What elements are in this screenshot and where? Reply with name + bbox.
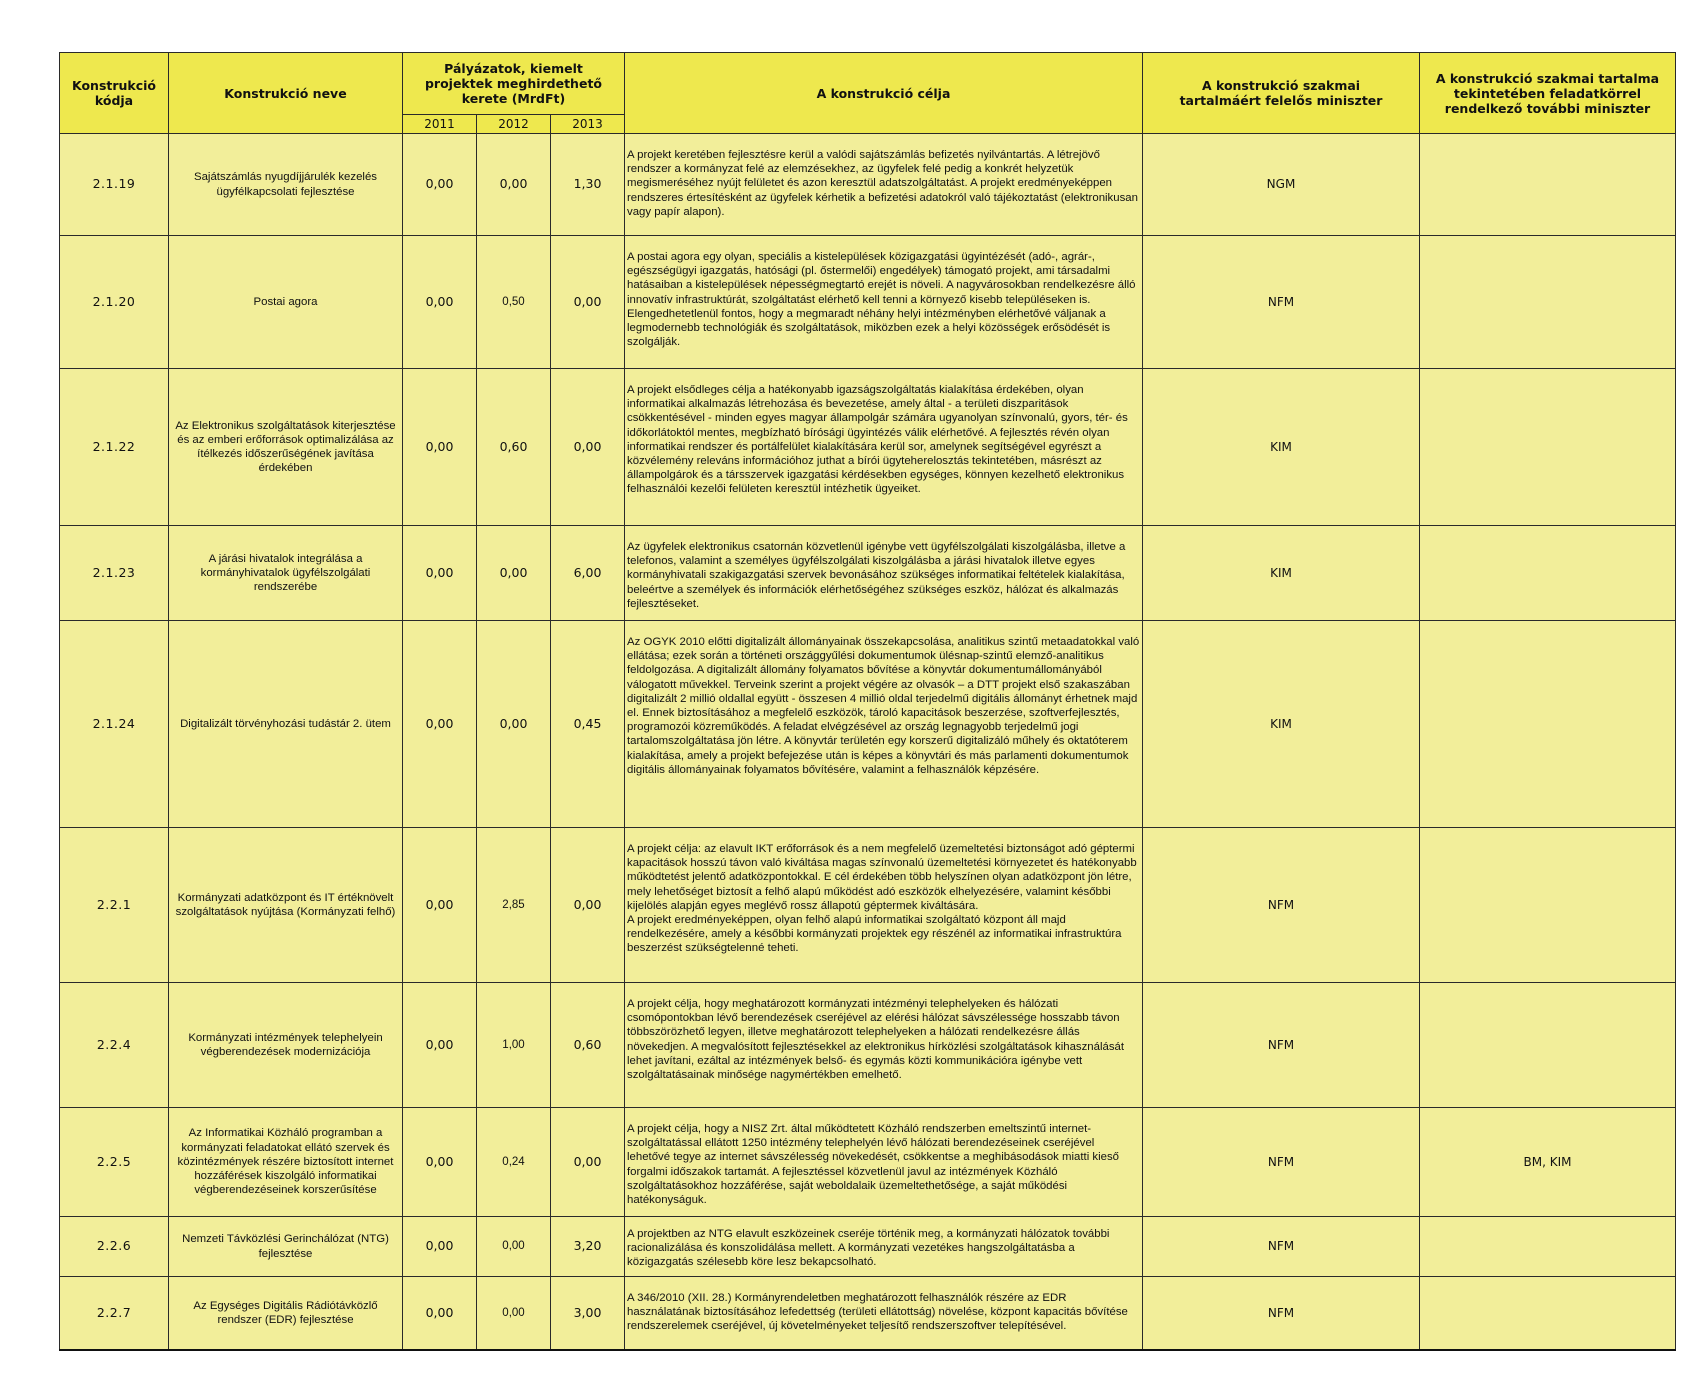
row-other-minister [1420,621,1676,828]
row-goal-text: A projekt célja: az elavult IKT erőforrások és a nem megfelelő üzemeltetési biztonságot adó géptermi kapacitások hosszú távon való kiváltása magas színvonalú üzemeltetési környezetet és hatékonyabb működtetést jelentő adatközpontokkal. E cél érdekében több helyszínen olyan adatközpont jön létre, mely lehetőséget biztosít a felhő alapú működést adó eszközök elhelyezésére, valamint későbbi kijelölés alapján egyes meglévő rossz állapotú géptermek kiváltására. A projekt eredményeképpen, olyan felhő alapú informatikai szolgáltató központ áll majd rendelkezésére, amely a későbbi kormányzati projektek egy részénél az informatikai infrastruktúra beszerzést szükségtelenné teheti. [627,843,1137,955]
row-code: 2.1.19 [60,134,169,236]
header-goal: A konstrukció célja [625,53,1143,134]
row-value-2012: 0,24 [477,1108,551,1217]
row-other-minister [1420,526,1676,621]
row-value-2011: 0,00 [403,1277,477,1350]
row-value-2012: 2,85 [477,828,551,983]
row-name: Kormányzati intézmények telephelyein végberendezések modernizációja [169,983,403,1108]
row-value-2013: 6,00 [551,526,625,621]
row-goal [625,828,1143,983]
row-code: 2.2.6 [60,1217,169,1277]
row-other-minister [1420,1217,1676,1277]
row-goal-text: Az ügyfelek elektronikus csatornán közvetlenül igénybe vett ügyfélszolgálati kiszolgálásba, illetve a telefonos, valamint a személyes ügyfélszolgálati kiszolgálásba a járási hivatalok illetve egyes kormányhivatali szakigazgatási szervek bevonásához szükséges informatikai feltételek kialakítása, beleértve a személyek és információk elérhetőségéhez szükséges eszköz, hálózat és alkalmazás fejlesztéseket. [627,541,1126,610]
row-name: Sajátszámlás nyugdíjjárulék kezelés ügyfélkapcsolati fejlesztése [169,134,403,236]
row-code: 2.1.23 [60,526,169,621]
row-value-2012: 1,00 [477,983,551,1108]
row-name: Kormányzati adatközpont és IT értéknövelt szolgáltatások nyújtása (Kormányzati felhő) [169,828,403,983]
row-value-2012: 0,00 [477,1277,551,1350]
row-goal [625,134,1143,236]
row-goal-text: A projektben az NTG elavult eszközeinek cseréje történik meg, a kormányzati hálózatok további racionalizálása és konszolidálása mellett. A kormányzati vezetékes hangszolgáltatásba a közigazgatás szélesebb köre lesz bekapcsolható. [627,1228,1110,1269]
row-value-2012: 0,00 [477,621,551,828]
row-goal [625,1277,1143,1350]
row-goal [625,621,1143,828]
row-name: Az Informatikai Közháló programban a kormányzati feladatokat ellátó szervek és közintézmények részére biztosított internet hozzáférések kiszolgáló informatikai végberendezéseinek korszerűsítése [169,1108,403,1217]
row-code: 2.2.7 [60,1277,169,1350]
row-goal [625,526,1143,621]
header-year-2013: 2013 [551,115,625,134]
row-minister: NFM [1143,236,1420,369]
header-code: Konstrukció kódja [60,53,169,134]
row-value-2013: 3,00 [551,1277,625,1350]
table-row [60,621,1676,828]
row-minister: KIM [1143,621,1420,828]
row-goal [625,369,1143,526]
row-other-minister: BM, KIM [1420,1108,1676,1217]
row-name: Nemzeti Távközlési Gerinchálózat (NTG) fejlesztése [169,1217,403,1277]
row-minister: NGM [1143,134,1420,236]
row-goal-text: A 346/2010 (XII. 28.) Kormányrendeletben meghatározott felhasználók részére az EDR használatának biztosításához lefedettség (területi ellátottság) növelése, központ kapacitás bővítése rendszerelemek cseréjével, új követelményeket teljesítő rendszerszoftver telepítésével. [627,1292,1128,1333]
row-other-minister [1420,828,1676,983]
row-code: 2.1.20 [60,236,169,369]
row-value-2013: 0,00 [551,236,625,369]
table-row [60,1217,1676,1277]
row-value-2011: 0,00 [403,526,477,621]
row-value-2011: 0,00 [403,1217,477,1277]
row-goal [625,1108,1143,1217]
row-value-2011: 0,00 [403,134,477,236]
row-value-2013: 0,00 [551,1108,625,1217]
row-minister: KIM [1143,369,1420,526]
row-code: 2.1.24 [60,621,169,828]
row-minister: NFM [1143,1108,1420,1217]
row-other-minister [1420,369,1676,526]
row-value-2013: 0,60 [551,983,625,1108]
row-value-2013: 0,45 [551,621,625,828]
row-minister: NFM [1143,983,1420,1108]
construction-table [59,52,1676,1351]
table-row [60,236,1676,369]
row-value-2011: 0,00 [403,828,477,983]
row-name: Digitalizált törvényhozási tudástár 2. ütem [169,621,403,828]
table-row [60,526,1676,621]
row-value-2011: 0,00 [403,1108,477,1217]
row-other-minister [1420,1277,1676,1350]
row-minister: NFM [1143,1277,1420,1350]
row-goal [625,983,1143,1108]
row-other-minister [1420,134,1676,236]
row-value-2012: 0,50 [477,236,551,369]
row-goal-text: Az OGYK 2010 előtti digitalizált állományainak összekapcsolása, analitikus szintű metaadatokkal való ellátása; ezek során a történeti országgyűlési dokumentumok ülésnap-szintű elemző-analitikus feldolgozása. A digitalizált állomány folyamatos bővítése a könyvtár dokumentumállományából válogatott művekkel. Terveink szerint a projekt végére az olvasók – a DTT projekt első szakaszában digitalizált 2 millió oldallal együtt - összesen 4 millió oldal terjedelmű digitális állományt érhetnek majd el. Ennek biztosításához a megfelelő eszközök, tároló kapacitások beszerzése, szoftverfejlesztés, programozói közreműködés. A feladat elvégzésével az ország legnagyobb terjedelmű jogi tartalomszolgáltatása jön létre. A könyvtár területén egy korszerű digitalizáló műhely és oktatóterem kialakítása, amely a projekt befejezése után is képes a könyvtári és más parlamenti dokumentumok digitális állományainak folyamatos bővítésére, valamint a felhasználók képzésére. [627,636,1140,776]
row-value-2011: 0,00 [403,621,477,828]
row-goal-text: A projekt elsődleges célja a hatékonyabb igazságszolgáltatás kialakítása érdekében, olyan informatikai alkalmazás létrehozása és bevezetése, amely által - a területi diszparitások csökkentésével - minden egyes magyar állampolgár számára ugyanolyan színvonalú, gyors, tér- és időkorlátoktól mentes, megbízható bírósági ügyintézés válik elérhetővé. A fejlesztés révén olyan informatikai rendszer és portálfelület kialakítására kerül sor, amelynek segítségével egyrészt a közvélemény releváns információhoz juthat a bírói ügyteherelosztás tekintetében, másrészt az állampolgárok és a társszervek igazgatási kérdésekben egységes, könnyen kezelhető elektronikus felhasználói kezelői felületen keresztül intézhetik ügyeiket. [627,384,1128,496]
header-other-minister: A konstrukció szakmai tartalma tekintetében feladatkörrel rendelkező további miniszter [1420,53,1676,134]
row-other-minister [1420,236,1676,369]
row-value-2012: 0,00 [477,1217,551,1277]
row-value-2012: 0,00 [477,526,551,621]
row-code: 2.1.22 [60,369,169,526]
header-minister: A konstrukció szakmai tartalmáért felelős miniszter [1143,53,1420,134]
row-value-2012: 0,00 [477,134,551,236]
row-goal-text: A projekt keretében fejlesztésre kerül a valódi sajátszámlás befizetés nyilvántartás. A létrejövő rendszer a kormányzat felé az elemzésekhez, az ügyfelek felé pedig a konkrét helyzetük megismeréséhez nyújt felületet és azon keresztül adatszolgáltatást. A projekt eredményeképpen rendszeres értesítésként az ügyfelek kérhetik a befizetési adatokról való tájékoztatást (elektronikusan vagy papír alapon). [627,149,1138,218]
row-code: 2.2.1 [60,828,169,983]
row-name: A járási hivatalok integrálása a kormányhivatalok ügyfélszolgálati rendszerébe [169,526,403,621]
row-name: Az Elektronikus szolgáltatások kiterjesztése és az emberi erőforrások optimalizálása az ítélkezés időszerűségének javítása érdekében [169,369,403,526]
table-row [60,983,1676,1108]
table-row [60,1277,1676,1350]
table-row [60,369,1676,526]
row-goal [625,1217,1143,1277]
row-value-2013: 0,00 [551,369,625,526]
row-value-2013: 0,00 [551,828,625,983]
row-value-2012: 0,60 [477,369,551,526]
row-goal [625,236,1143,369]
table-row [60,134,1676,236]
row-code: 2.2.5 [60,1108,169,1217]
header-year-2012: 2012 [477,115,551,134]
table-row [60,828,1676,983]
row-value-2011: 0,00 [403,236,477,369]
row-value-2011: 0,00 [403,983,477,1108]
row-goal-text: A postai agora egy olyan, speciális a kistelepülések közigazgatási ügyintézését (adó-, agrár-, egészségügyi igazgatás, hatósági (pl. őstermelői) engedélyek) támogató projekt, ami társadalmi hatásaiban a kistelepülések népességmegtartó erejét is növeli. A nagyvárosokban rendelkezésre álló innovatív infrastruktúrát, szolgáltatást elérhető kell tenni a környező kisebb településeken is. Elengedhetetlenül fontos, hogy a megmaradt néhány helyi intézményben elérhetővé váljanak a legmodernebb technológiák és szolgáltatások, miközben ezek a helyi közösségek erősödését is szolgálják. [627,251,1136,349]
row-value-2011: 0,00 [403,369,477,526]
row-minister: NFM [1143,1217,1420,1277]
row-minister: KIM [1143,526,1420,621]
row-goal-text: A projekt célja, hogy meghatározott kormányzati intézményi telephelyeken és hálózati csomópontokban lévő berendezések cseréjével az elérési hálózat sávszélessége hosszabb távon többszörözhető legyen, illetve meghatározott telephelyeken a hálózati rendelkezésre állás növekedjen. A megvalósított fejlesztésekkel az elektronikus hírközlési szolgáltatások kihasználását lehet javítani, ezáltal az intézmények belső- és egymás közti kommunikációra igénybe vett szolgáltatásainak minősége nagymértékben emelhető. [627,998,1125,1082]
row-value-2013: 1,30 [551,134,625,236]
row-other-minister [1420,983,1676,1108]
table-row [60,1108,1676,1217]
row-name: Postai agora [169,236,403,369]
row-code: 2.2.4 [60,983,169,1108]
row-value-2013: 3,20 [551,1217,625,1277]
row-goal-text: A projekt célja, hogy a NISZ Zrt. által működtetett Közháló rendszerben emeltszintű internet-szolgáltatással ellátott 1250 intézmény telephelyén lévő hálózati berendezéseinek cseréjével lehetővé tegye az internet sávszélesség növekedését, csökkentse a meghibásodások miatti kieső forgalmi időszakok tartamát. A fejlesztéssel közvetlenül javul az intézmények Közháló szolgáltatásokhoz hozzáférése, saját weboldalaik üzemeltethetősége, a saját működési hatékonyságuk. [627,1123,1119,1207]
header-year-2011: 2011 [403,115,477,134]
row-name: Az Egységes Digitális Rádiótávközlő rendszer (EDR) fejlesztése [169,1277,403,1350]
header-name: Konstrukció neve [169,53,403,134]
header-row [60,53,1676,115]
row-minister: NFM [1143,828,1420,983]
header-budget: Pályázatok, kiemelt projektek meghirdethető kerete (MrdFt) [403,53,625,115]
